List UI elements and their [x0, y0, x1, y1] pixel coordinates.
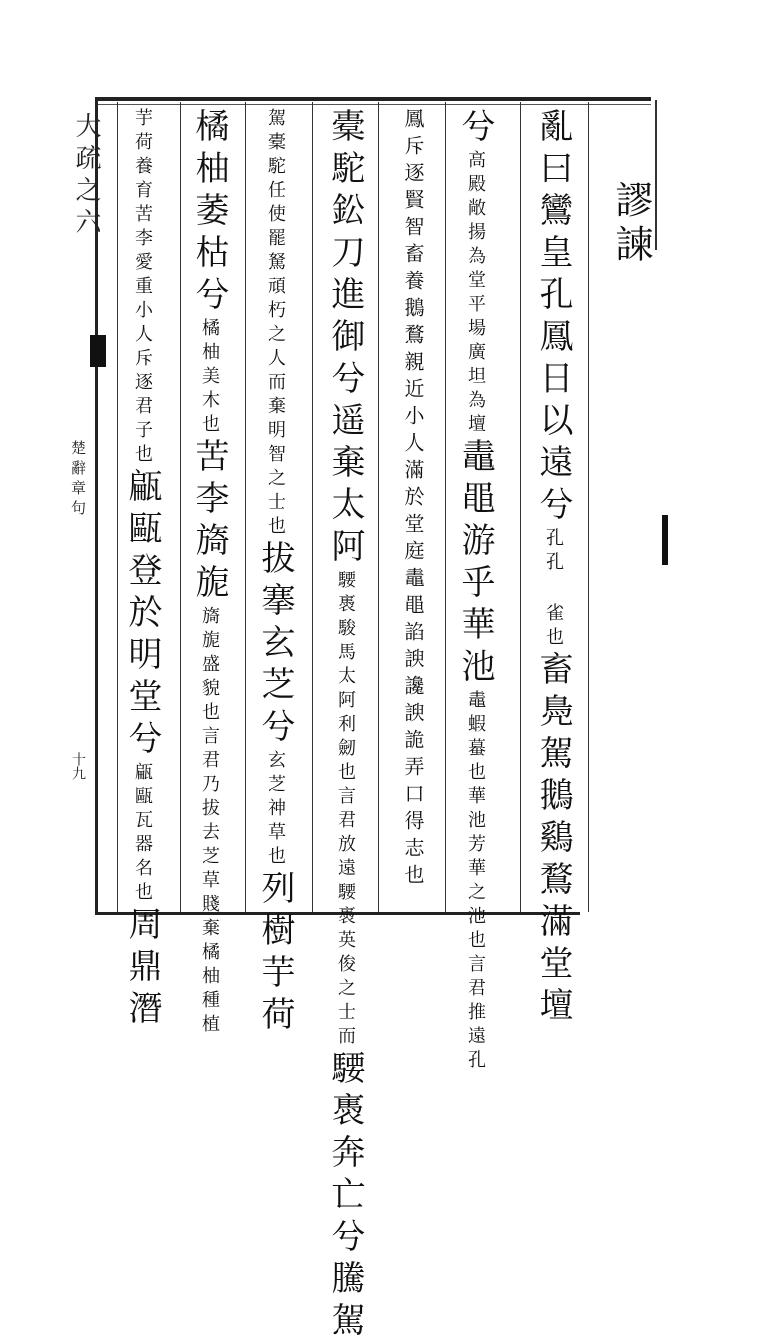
page-number: 十九: [70, 752, 86, 780]
annotation: 鼃蝦蟇也華池芳華之池也言君推遠孔: [465, 690, 486, 1074]
column-rule: [445, 102, 446, 912]
main-text: 橐駝鈆刀進御兮遥棄太阿: [325, 108, 365, 570]
text-column-7: [122, 108, 162, 1032]
text-column-3: [400, 108, 426, 908]
edge-fragment: 大疏之六: [71, 112, 101, 240]
main-text: 苦李旖旎: [189, 438, 229, 606]
section-title: 謬諫: [609, 180, 653, 268]
main-text: 橘柚萎枯兮: [189, 108, 229, 318]
main-text: 列樹芋荷: [255, 870, 295, 1038]
annotation: 芋荷養育苦李愛重小人斥逐君子也: [132, 108, 153, 468]
main-text: 鼃黽游乎華池: [455, 438, 495, 690]
annotation: 孔孔 雀也: [543, 528, 564, 651]
edge-mark: [662, 515, 668, 565]
annotation: 旖旎盛貌也言君乃拔去芝草賤棄橘柚種植: [199, 606, 220, 1038]
column-rule: [520, 102, 521, 912]
text-column-1: [533, 108, 573, 1029]
main-text: 拔搴玄芝兮: [255, 540, 295, 750]
top-border: [95, 97, 651, 101]
main-text: 甂甌登於明堂兮: [122, 468, 162, 762]
main-text: 兮: [455, 108, 495, 150]
top-border-inner: [95, 104, 651, 105]
margin-text: 楚辭章句: [69, 440, 87, 520]
main-text: 畜鳧駕鵝鷄鶩滿堂壇: [533, 651, 573, 1029]
annotation: 駕橐駝任使罷駑頑朽之人而棄明智之士也: [265, 108, 286, 540]
annotation: 玄芝神草也: [265, 750, 286, 870]
annotation: 甂甌瓦器名也: [132, 762, 153, 906]
annotation: 鳳斥逐賢智畜養鵝鶩親近小人滿於堂庭鼃黽諂諛讒諛詭弄口得志也: [401, 108, 425, 891]
text-column-5: [255, 108, 295, 1038]
text-column-4: [325, 108, 365, 1344]
main-text: 騕褭奔亡兮騰駕: [325, 1050, 365, 1344]
main-text: 亂曰鸞皇孔鳳日以遠兮: [533, 108, 573, 528]
margin-tab: [90, 335, 106, 367]
text-column-6: [189, 108, 229, 1038]
column-rule: [117, 102, 118, 912]
text-column-2: [455, 108, 495, 1074]
column-rule: [312, 102, 313, 912]
main-text: 周鼎潛: [122, 906, 162, 1032]
column-rule: [588, 102, 589, 912]
annotation: 橘柚美木也: [199, 318, 220, 438]
column-rule: [245, 102, 246, 912]
column-rule: [378, 102, 379, 912]
annotation: 高殿敞揚為堂平場廣坦為壇: [465, 150, 486, 438]
annotation: 騕褭駿馬太阿利劒也言君放遠騕褭英俊之士而: [335, 570, 356, 1050]
column-rule: [180, 102, 181, 912]
